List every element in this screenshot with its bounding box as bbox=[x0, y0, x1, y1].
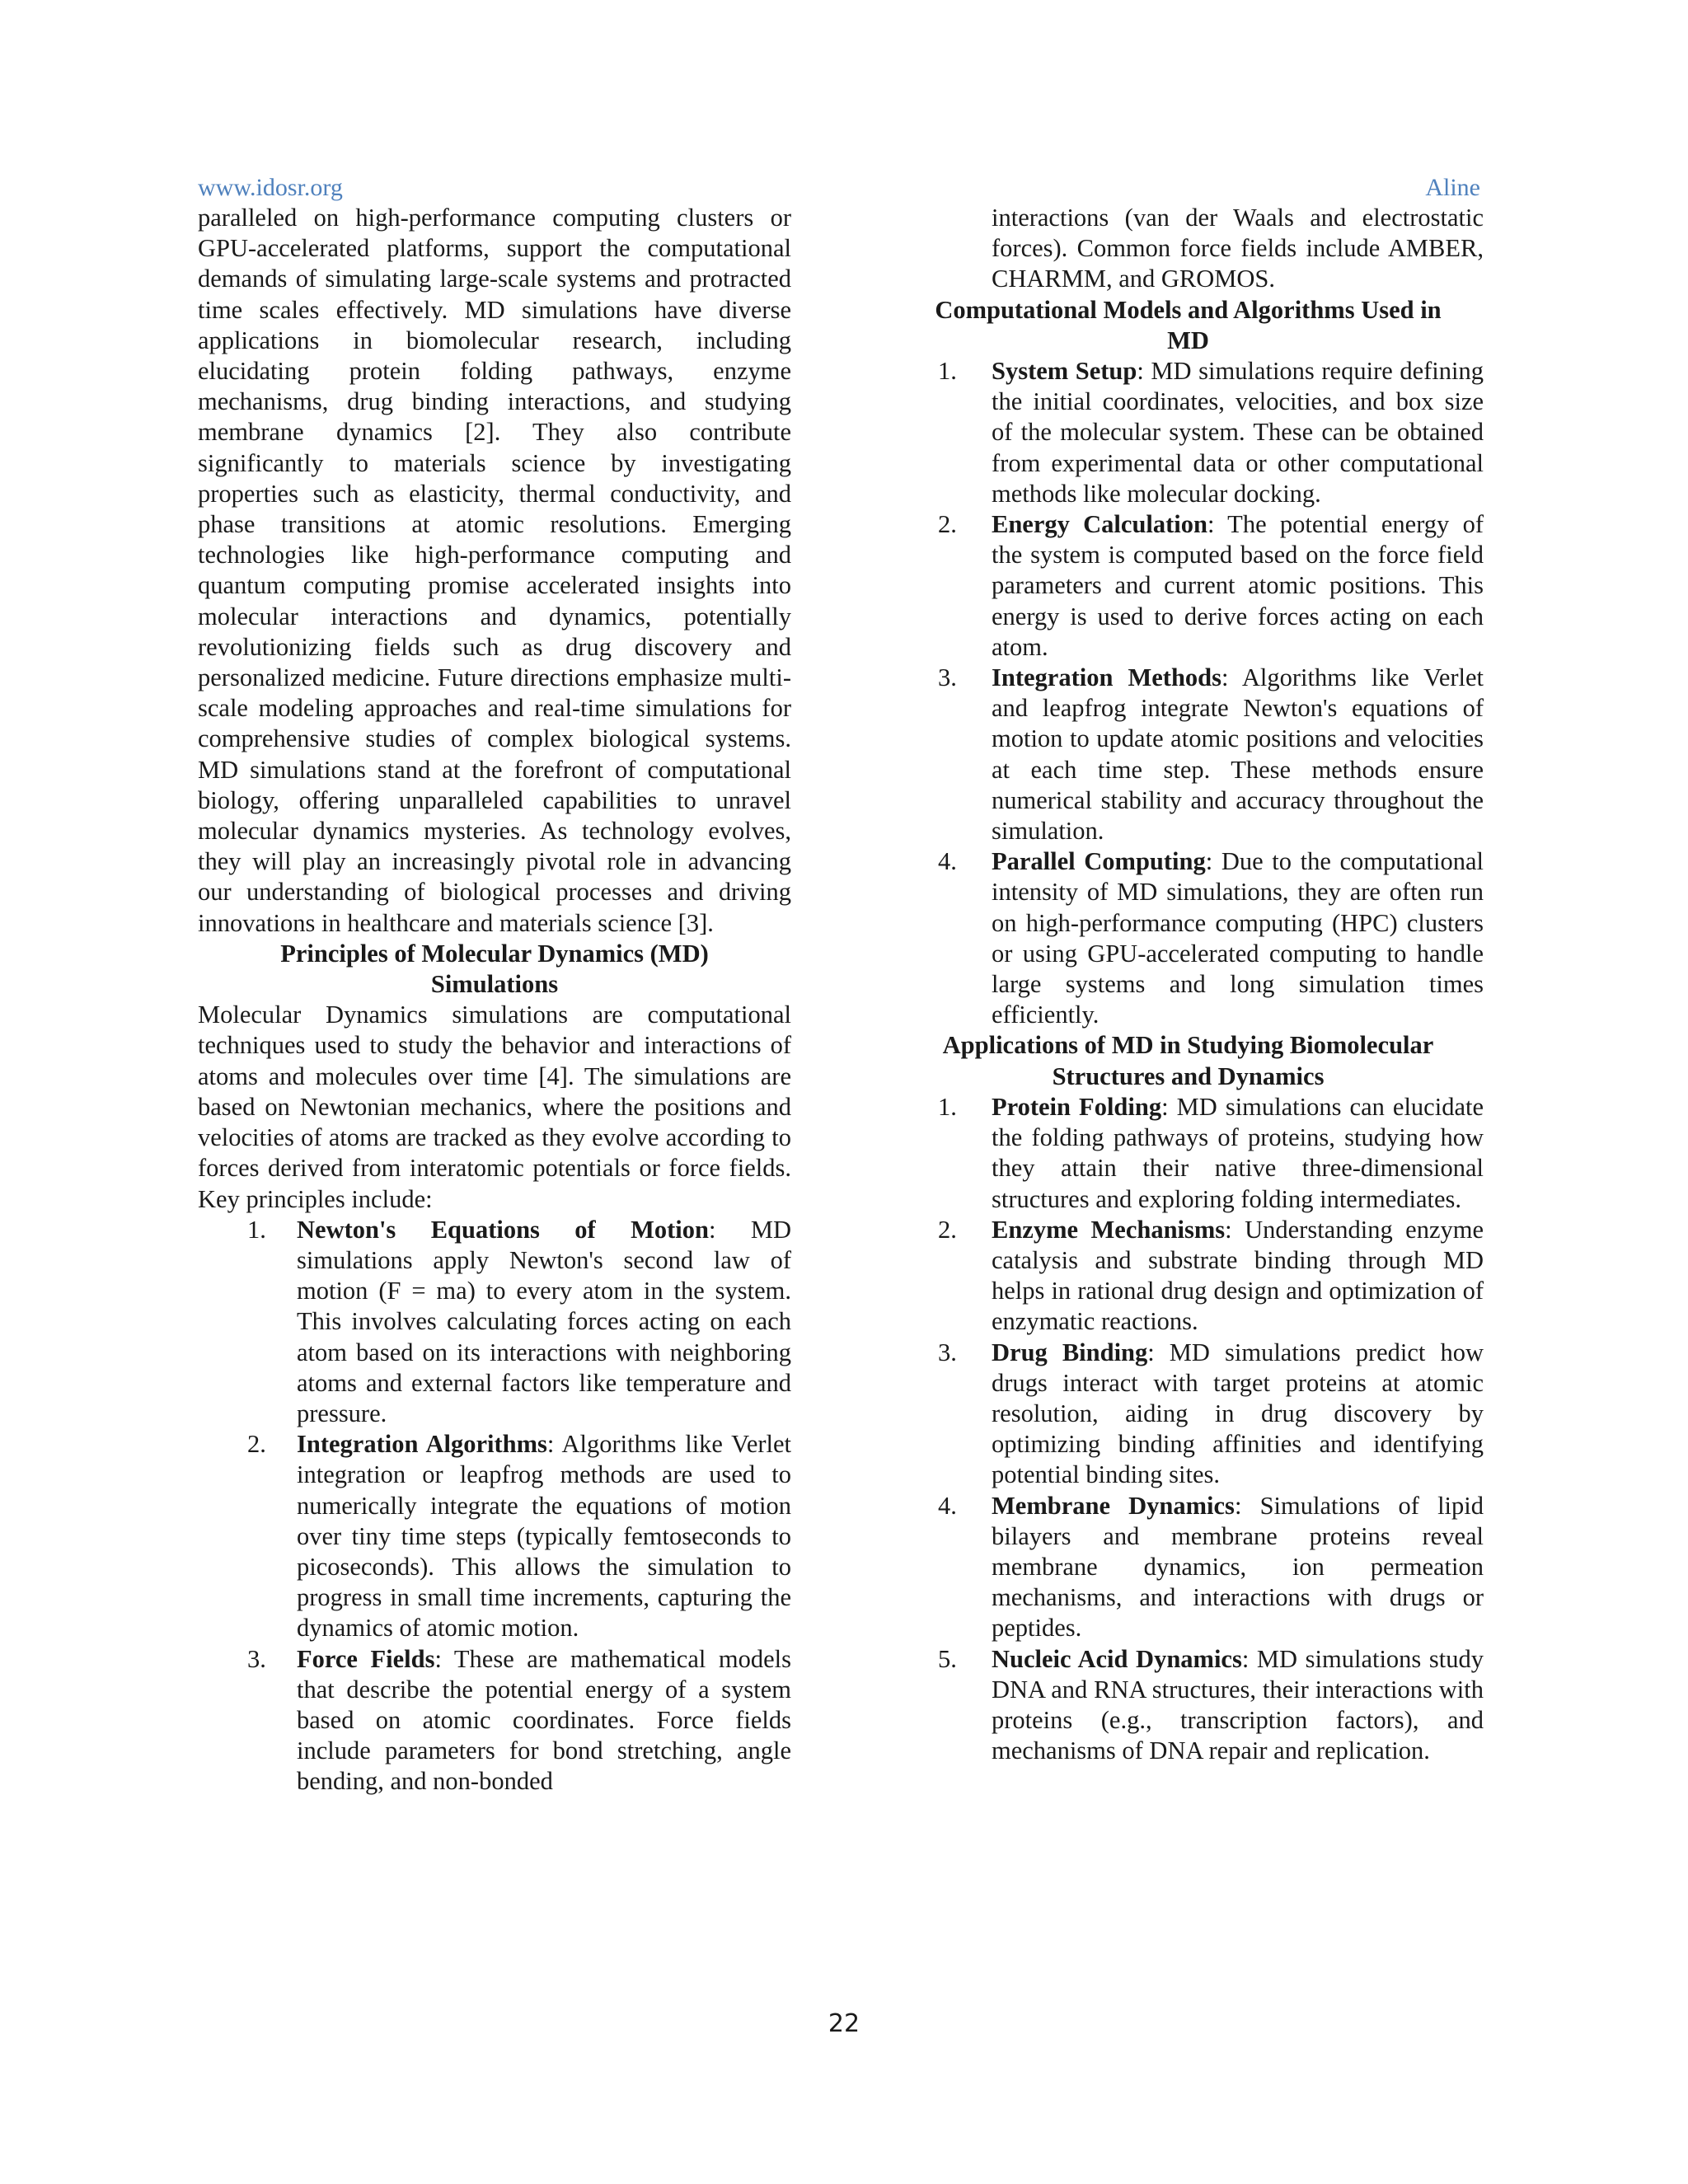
list-item bbox=[893, 846, 1484, 1030]
force-field-continuation: interactions (van der Waals and electrostatic forces). Common force fields include AMBER, CHARMM, and GROMOS. bbox=[992, 204, 1484, 293]
page-header bbox=[198, 171, 1480, 204]
left-column bbox=[198, 203, 791, 1797]
models-heading-line2: MD bbox=[1167, 326, 1209, 354]
list-term: Membrane Dynamics bbox=[992, 1491, 1235, 1520]
list-item bbox=[893, 1092, 1484, 1215]
list-term: Nucleic Acid Dynamics bbox=[992, 1644, 1242, 1673]
list-term: Force Fields bbox=[297, 1644, 435, 1673]
list-item bbox=[198, 1215, 791, 1429]
list-text: : MD simulations apply Newton's second law of motion (F = ma) to every atom in the system. This involves calculating forces acting on each atom based on its interactions with neighboring atoms and external factors like temperature and pressure. bbox=[297, 1215, 791, 1427]
applications-heading-line2: Structures and Dynamics bbox=[1052, 1062, 1325, 1090]
list-item bbox=[893, 509, 1484, 663]
list-number: 1. bbox=[247, 1215, 266, 1244]
models-heading-line1: Computational Models and Algorithms Used in bbox=[935, 295, 1442, 324]
list-item bbox=[893, 663, 1484, 846]
models-heading bbox=[893, 295, 1484, 356]
list-text: : Understanding enzyme catalysis and substrate binding through MD helps in rational drug design and optimization of enzymatic reactions. bbox=[992, 1215, 1484, 1336]
list-number: 2. bbox=[247, 1430, 266, 1459]
list-item bbox=[893, 1215, 1484, 1338]
list-text: : Algorithms like Verlet integration or leapfrog methods are used to numerically integrate the equations of motion over tiny time steps (typically femtoseconds to picoseconds). This allows the simulation to progress in small time increments, capturing the dynamics of atomic motion. bbox=[297, 1430, 792, 1643]
list-term: Enzyme Mechanisms bbox=[992, 1215, 1226, 1244]
principles-heading-line2: Simulations bbox=[430, 970, 559, 999]
list-text: : Due to the computational intensity of MD simulations, they are often run on high-performance computing (HPC) clusters or using GPU-accelerated computing to handle large systems and long simulation times efficiently. bbox=[992, 847, 1484, 1029]
list-term: Integration Algorithms bbox=[297, 1430, 547, 1459]
list-number: 1. bbox=[938, 357, 957, 386]
list-text: : The potential energy of the system is computed based on the force field parameters and current atomic positions. This energy is used to derive forces acting on each atom. bbox=[992, 510, 1484, 661]
list-term: Drug Binding bbox=[992, 1338, 1148, 1366]
list-item bbox=[893, 1338, 1484, 1491]
list-text: : MD simulations require defining the initial coordinates, velocities, and box size of the molecular system. These can be obtained from experimental data or other computational methods like molecular docking. bbox=[992, 357, 1484, 508]
list-number: 3. bbox=[247, 1644, 266, 1673]
list-item bbox=[893, 356, 1484, 509]
applications-heading bbox=[893, 1030, 1484, 1091]
list-term: Energy Calculation bbox=[992, 510, 1207, 539]
list-term: Newton's Equations of Motion bbox=[297, 1215, 709, 1244]
list-number: 4. bbox=[938, 847, 957, 876]
principles-heading bbox=[198, 939, 791, 1000]
list-term: Protein Folding bbox=[992, 1092, 1162, 1121]
list-text: : MD simulations can elucidate the folding pathways of proteins, studying how they attain their native three-dimensional structures and exploring folding intermediates. bbox=[992, 1092, 1484, 1213]
list-number: 5. bbox=[938, 1644, 957, 1673]
list-number: 1. bbox=[938, 1092, 957, 1121]
list-number: 2. bbox=[938, 510, 957, 539]
list-number: 2. bbox=[938, 1215, 957, 1244]
applications-heading-line1: Applications of MD in Studying Biomolecular bbox=[942, 1031, 1434, 1060]
applications-list bbox=[893, 1092, 1484, 1766]
running-author: Aline bbox=[1425, 174, 1480, 201]
list-number: 4. bbox=[938, 1491, 957, 1520]
models-list bbox=[893, 356, 1484, 1030]
list-number: 3. bbox=[938, 1338, 957, 1366]
list-text: : Simulations of lipid bilayers and membrane proteins reveal membrane dynamics, ion permeation mechanisms, and interactions with drugs or peptides. bbox=[992, 1491, 1484, 1643]
list-text: : These are mathematical models that describe the potential energy of a system based on atomic coordinates. Force fields include parameters for bond stretching, angle bending, and non-bonded bbox=[297, 1644, 791, 1796]
page-number: 22 bbox=[828, 2009, 860, 2038]
list-item bbox=[198, 1429, 791, 1643]
principles-heading-line1: Principles of Molecular Dynamics (MD) bbox=[280, 939, 709, 968]
intro-paragraph: paralleled on high-performance computing clusters or GPU-accelerated platforms, support the computational demands of simulating large-scale systems and protracted time scales effectively. MD simulations have diverse applications in biomolecular research, including elucidating protein folding pathways, enzyme mechanisms, drug binding interactions, and studying membrane dynamics [2]. They also contribute significantly to materials science by investigating properties such as elasticity, thermal conductivity, and phase transitions at atomic resolutions. Emerging technologies like high-performance computing and quantum computing promise accelerated insights into molecular interactions and dynamics, potentially revolutionizing fields such as drug discovery and personalized medicine. Future directions emphasize multi-scale modeling approaches and real-time simulations for comprehensive studies of complex biological systems. MD simulations stand at the forefront of computational biology, offering unparalleled capabilities to unravel molecular dynamics mysteries. As technology evolves, they will play an increasingly pivotal role in advancing our understanding of biological processes and driving innovations in healthcare and materials science [3]. bbox=[198, 204, 791, 937]
right-column bbox=[893, 203, 1484, 1766]
principles-list bbox=[198, 1215, 791, 1797]
list-text: : Algorithms like Verlet and leapfrog integrate Newton's equations of motion to update atomic positions and velocities at each time step. These methods ensure numerical stability and accuracy throughout the simulation. bbox=[992, 663, 1484, 846]
list-term: Integration Methods bbox=[992, 663, 1222, 692]
list-text: : MD simulations study DNA and RNA structures, their interactions with proteins (e.g., transcription factors), and mechanisms of DNA repair and replication. bbox=[992, 1644, 1484, 1765]
list-number: 3. bbox=[938, 663, 957, 692]
list-term: System Setup bbox=[992, 357, 1137, 386]
list-item bbox=[893, 1491, 1484, 1644]
list-text: : MD simulations predict how drugs interact with target proteins at atomic resolution, aiding in drug discovery by optimizing binding affinities and identifying potential binding sites. bbox=[992, 1338, 1484, 1489]
journal-site-link[interactable]: www.idosr.org bbox=[198, 174, 343, 201]
list-item bbox=[893, 1644, 1484, 1767]
principles-paragraph: Molecular Dynamics simulations are computational techniques used to study the behavior and interactions of atoms and molecules over time [4]. The simulations are based on Newtonian mechanics, where the positions and velocities of atoms are tracked as they evolve according to forces derived from interatomic potentials or force fields. Key principles include: bbox=[198, 1001, 791, 1213]
list-term: Parallel Computing bbox=[992, 847, 1206, 876]
list-item bbox=[198, 1644, 791, 1797]
